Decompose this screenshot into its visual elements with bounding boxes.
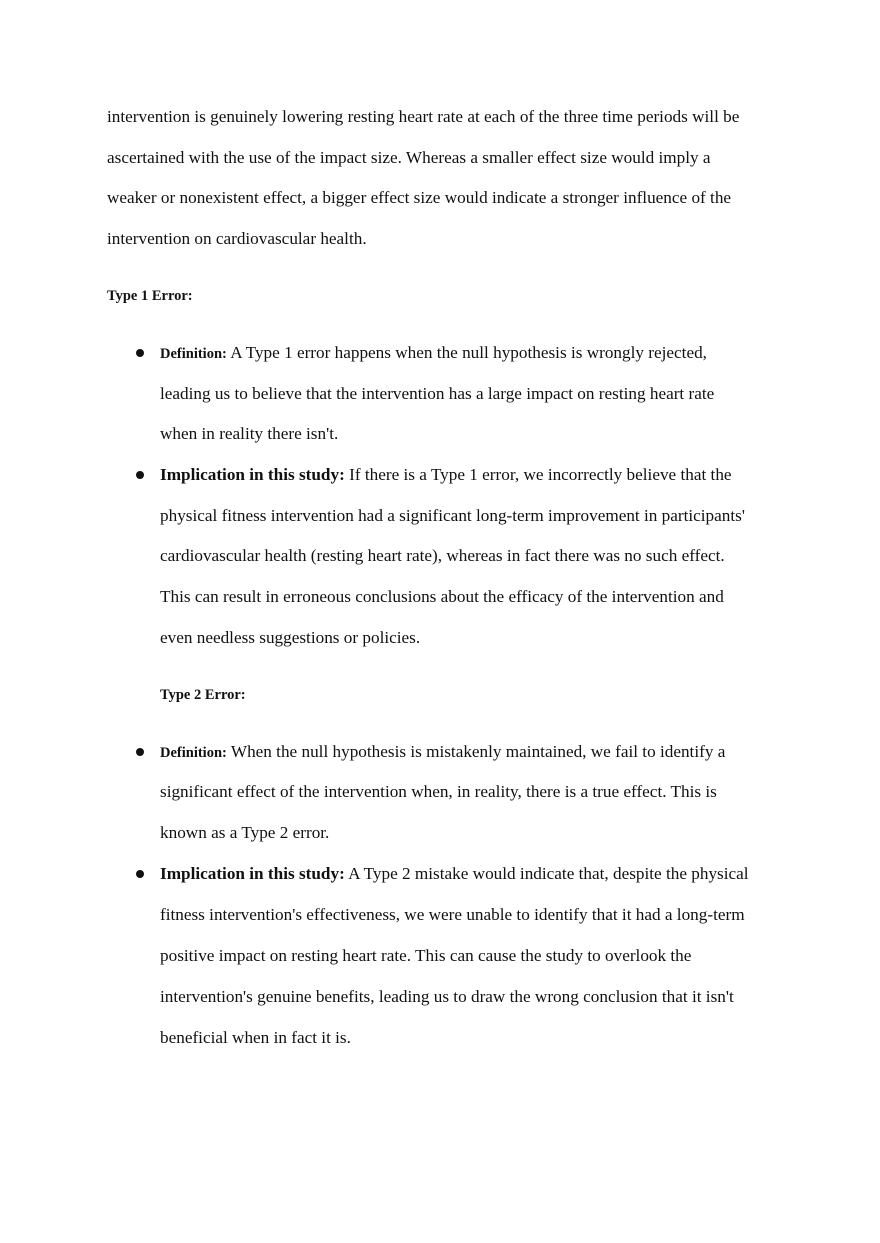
text: If there is a Type 1 error, we incorrectly believe that the <box>344 465 732 484</box>
text-line <box>160 343 707 364</box>
text-line: fitness intervention's effectiveness, we were unable to identify that it had a long-term <box>160 905 745 924</box>
text-line: intervention's genuine benefits, leading us to draw the wrong conclusion that it isn't <box>160 987 734 1006</box>
definition-label: Definition: <box>160 745 227 761</box>
text-line: significant effect of the intervention when, in reality, there is a true effect. This is <box>160 782 717 801</box>
text-line: weaker or nonexistent effect, a bigger effect size would indicate a stronger influence of the <box>107 188 732 207</box>
text-line <box>160 465 732 485</box>
type2-heading: Type 2 Error: <box>160 687 246 703</box>
text-line <box>160 742 725 763</box>
text-line: intervention on cardiovascular health. <box>107 229 367 248</box>
bullet-icon <box>136 349 144 357</box>
text-line <box>160 864 749 884</box>
text-line: ascertained with the use of the impact size. Whereas a smaller effect size would imply a <box>107 148 711 167</box>
text-line: positive impact on resting heart rate. This can cause the study to overlook the <box>160 946 692 965</box>
bullet-icon <box>136 870 144 878</box>
text-line: even needless suggestions or policies. <box>160 628 421 647</box>
text-line: intervention is genuinely lowering resting heart rate at each of the three time periods will be <box>107 107 740 126</box>
text-line: physical fitness intervention had a significant long-term improvement in participants' <box>160 506 745 525</box>
type1-heading: Type 1 Error: <box>107 288 193 304</box>
bullet-icon <box>136 748 144 756</box>
text: When the null hypothesis is mistakenly maintained, we fail to identify a <box>226 742 726 761</box>
text-line: cardiovascular health (resting heart rate), whereas in fact there was no such effect. <box>160 546 725 565</box>
bullet-icon <box>136 471 144 479</box>
text-line: This can result in erroneous conclusions about the efficacy of the intervention and <box>160 587 724 606</box>
text-line: leading us to believe that the intervention has a large impact on resting heart rate <box>160 384 715 403</box>
text-line: when in reality there isn't. <box>160 424 339 443</box>
implication-label: Implication in this study: <box>160 465 345 484</box>
text: A Type 1 error happens when the null hypothesis is wrongly rejected, <box>226 343 707 362</box>
text-line: known as a Type 2 error. <box>160 823 330 842</box>
text-line: beneficial when in fact it is. <box>160 1028 351 1047</box>
definition-label: Definition: <box>160 346 227 362</box>
text: A Type 2 mistake would indicate that, despite the physical <box>344 864 749 883</box>
implication-label: Implication in this study: <box>160 864 345 883</box>
